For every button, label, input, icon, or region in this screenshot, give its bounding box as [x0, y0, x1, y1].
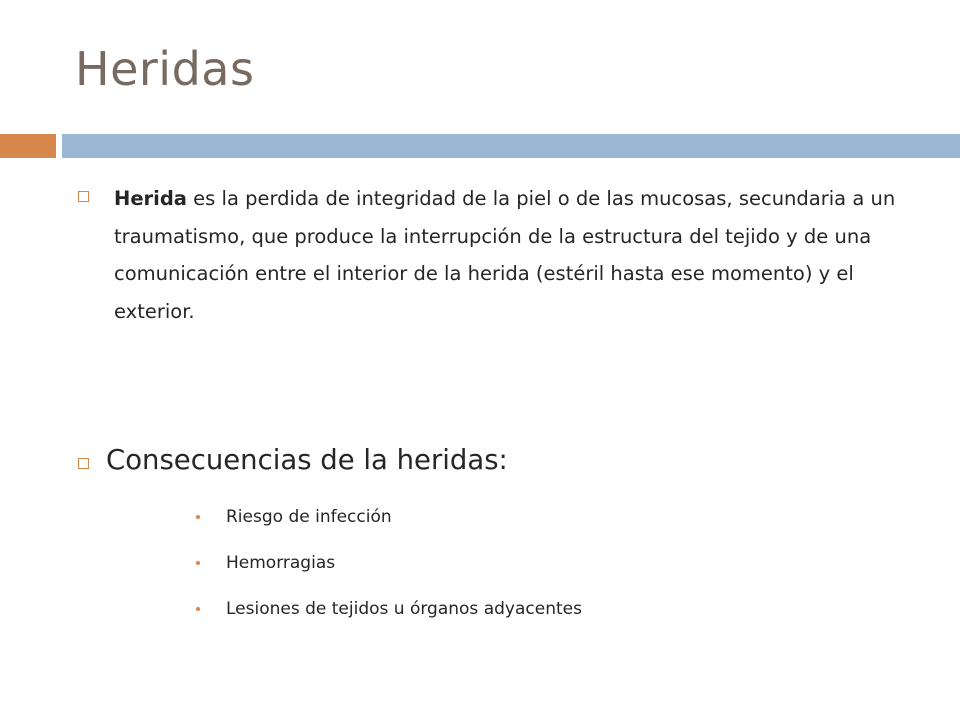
definition-term: Herida	[114, 187, 187, 210]
accent-bar-orange	[0, 134, 56, 158]
consequences-heading: Consecuencias de la heridas:	[106, 444, 508, 476]
bullet-dot-icon	[196, 515, 200, 519]
square-bullet-icon	[78, 458, 89, 469]
definition-text: es la perdida de integridad de la piel o de las mucosas, secundaria a un traumatismo, que produce la interrupción de la estructura del tejido y de una comunicación entre el interior de la herida (estéril hasta ese momento) y el exterior.	[114, 187, 896, 323]
list-item-text: Lesiones de tejidos u órganos adyacentes	[226, 599, 582, 619]
slide-title: Heridas	[75, 42, 255, 96]
list-item-text: Riesgo de infección	[226, 507, 392, 527]
list-item	[196, 504, 582, 550]
list-item	[196, 550, 582, 596]
bullet-dot-icon	[196, 561, 200, 565]
list-item	[196, 596, 582, 642]
definition-paragraph	[114, 180, 904, 330]
bullet-dot-icon	[196, 607, 200, 611]
accent-bar-blue	[62, 134, 960, 158]
list-item-text: Hemorragias	[226, 553, 336, 573]
square-bullet-icon	[78, 191, 89, 202]
consequences-list	[196, 504, 582, 642]
